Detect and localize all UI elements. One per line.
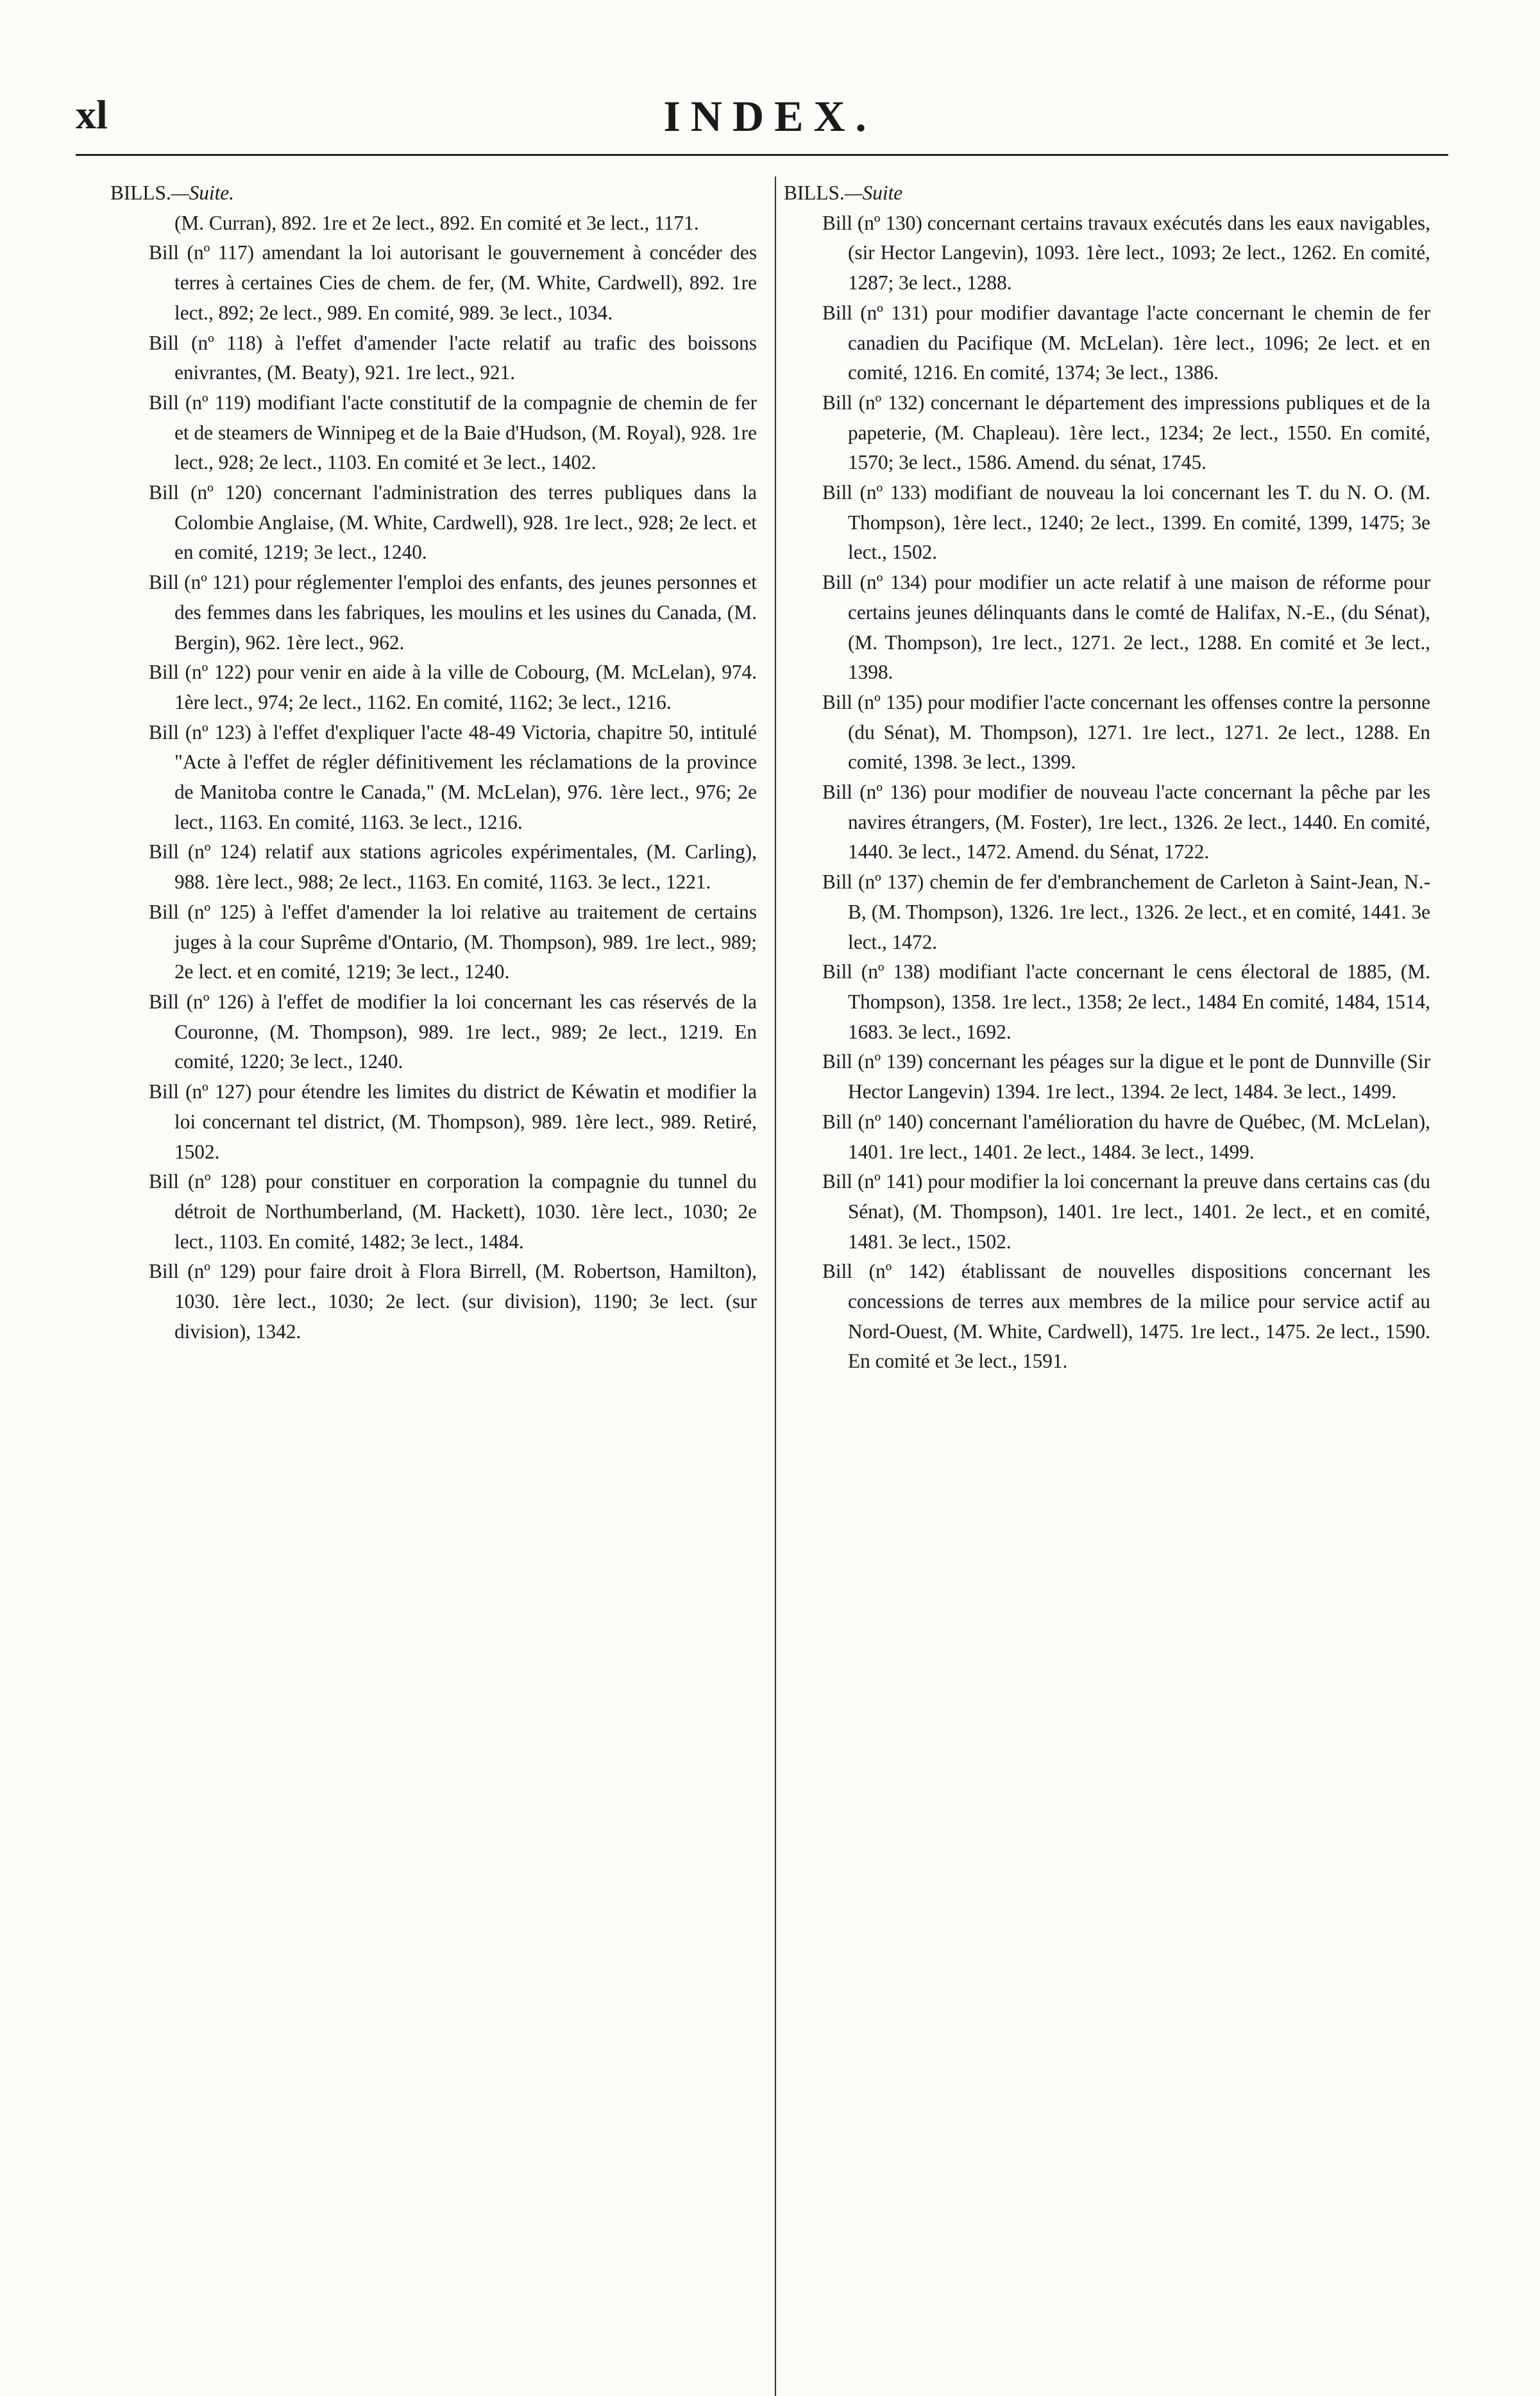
page-number: xl (76, 92, 108, 137)
index-entry: Bill (nº 138) modifiant l'acte concernant le cens électoral de 1885, (M. Thompson), 1358. 1re lect., 1358; 2e lect., 1484 En comité, 1484, 1514, 1683. 3e lect., 1692. (822, 960, 1430, 1043)
index-entry: Bill (nº 124) relatif aux stations agricoles expérimentales, (M. Carling), 988. 1ère lect., 988; 2e lect., 1163. En comité, 1163. 3e lect., 1221. (149, 840, 757, 894)
index-entry: Bill (nº 130) concernant certains travaux exécutés dans les eaux navigables, (sir Hector Langevin), 1093. 1ère lect., 1093; 2e lect., 1262. En comité, 1287; 3e lect., 1288. (822, 211, 1430, 294)
index-entry: Bill (nº 129) pour faire droit à Flora Birrell, (M. Robertson, Hamilton), 1030. 1ère lect., 1030; 2e lect. (sur division), 1190; 3e lect. (sur division), 1342. (149, 1260, 757, 1343)
index-entry: Bill (nº 135) pour modifier l'acte concernant les offenses contre la personne (du Sénat), M. Thompson), 1271. 1re lect., 1271. 2e lect., 1288. En comité, 1398. 3e lect., 1399. (822, 690, 1430, 774)
page-title: INDEX. (663, 92, 877, 140)
continuation-entry: (M. Curran), 892. 1re et 2e lect., 892. En comité et 3e lect., 1171. (174, 211, 699, 234)
left-running-head-label: BILLS. (110, 182, 171, 204)
index-entry: Bill (nº 134) pour modifier un acte relatif à une maison de réforme pour certains jeunes délinquants dans le comté de Halifax, N.-E., (du Sénat), (M. Thompson), 1re lect., 1271. 2e lect., 1288. En comité et 3e lect., 1398. (822, 571, 1430, 684)
right-running-head-suffix: —Suite (844, 182, 903, 204)
index-entry: Bill (nº 123) à l'effet d'expliquer l'acte 48-49 Victoria, chapitre 50, intitulé "Acte à l'effet de régler définitivement les réclamations de la province de Manitoba contre le Canada," (M. McLelan), 976. 1ère lect., 976; 2e lect., 1163. En comité, 1163. 3e lect., 1216. (149, 720, 757, 833)
header-rule (76, 154, 1448, 156)
index-entry: Bill (nº 120) concernant l'administration des terres publiques dans la Colombie Anglaise, (M. White, Cardwell), 928. 1re lect., 928; 2e lect. et en comité, 1219; 3e lect., 1240. (149, 481, 757, 564)
index-entry: Bill (nº 118) à l'effet d'amender l'acte relatif au trafic des boissons enivrantes, (M. Beaty), 921. 1re lect., 921. (149, 331, 757, 384)
index-entry: Bill (nº 128) pour constituer en corporation la compagnie du tunnel du détroit de Northumberland, (M. Hackett), 1030. 1ère lect., 1030; 2e lect., 1103. En comité, 1482; 3e lect., 1484. (149, 1170, 757, 1253)
left-running-head-suffix: —Suite. (171, 182, 234, 204)
index-entry: Bill (nº 117) amendant la loi autorisant le gouvernement à concéder des terres à certaines Cies de chem. de fer, (M. White, Cardwell), 892. 1re lect., 892; 2e lect., 989. En comité, 989. 3e lect., 1034. (149, 241, 757, 324)
index-entry: Bill (nº 133) modifiant de nouveau la loi concernant les T. du N. O. (M. Thompson), 1ère lect., 1240; 2e lect., 1399. En comité, 1399, 1475; 3e lect., 1502. (822, 481, 1430, 564)
index-entry: Bill (nº 139) concernant les péages sur la digue et le pont de Dunnville (Sir Hector Langevin) 1394. 1re lect., 1394. 2e lect, 1484. 3e lect., 1499. (822, 1050, 1430, 1103)
index-entry: Bill (nº 131) pour modifier davantage l'acte concernant le chemin de fer canadien du Pacifique (M. McLelan). 1ère lect., 1096; 2e lect. et en comité, 1216. En comité, 1374; 3e lect., 1386. (822, 301, 1430, 384)
index-entry: Bill (nº 126) à l'effet de modifier la loi concernant les cas réservés de la Couronne, (M. Thompson), 989. 1re lect., 989; 2e lect., 1219. En comité, 1220; 3e lect., 1240. (149, 990, 757, 1073)
index-entry: Bill (nº 122) pour venir en aide à la ville de Cobourg, (M. McLelan), 974. 1ère lect., 974; 2e lect., 1162. En comité, 1162; 3e lect., 1216. (149, 661, 757, 713)
right-running-head (784, 178, 1430, 208)
index-entry: Bill (nº 119) modifiant l'acte constitutif de la compagnie de chemin de fer et de steamers de Winnipeg et de la Baie d'Hudson, (M. Royal), 928. 1re lect., 928; 2e lect., 1103. En comité et 3e lect., 1402. (149, 391, 757, 474)
index-entry: Bill (nº 132) concernant le département des impressions publiques et de la papeterie, (M. Chapleau). 1ère lect., 1234; 2e lect., 1550. En comité, 1570; 3e lect., 1586. Amend. du sénat, 1745. (822, 391, 1430, 474)
right-running-head-label: BILLS. (784, 182, 845, 204)
index-entry: Bill (nº 125) à l'effet d'amender la loi relative au traitement de certains juges à la cour Suprême d'Ontario, (M. Thompson), 989. 1re lect., 989; 2e lect. et en comité, 1219; 3e lect., 1240. (149, 900, 757, 983)
column-divider (775, 176, 776, 2396)
index-entry: Bill (nº 137) chemin de fer d'embranchement de Carleton à Saint-Jean, N.-B, (M. Thompson), 1326. 1re lect., 1326. 2e lect., et en comité, 1441. 3e lect., 1472. (822, 871, 1430, 953)
index-entry: Bill (nº 140) concernant l'amélioration du havre de Québec, (M. McLelan), 1401. 1re lect., 1401. 2e lect., 1484. 3e lect., 1499. (822, 1110, 1430, 1163)
index-entry: Bill (nº 121) pour réglementer l'emploi des enfants, des jeunes personnes et des femmes dans les fabriques, les moulins et les usines du Canada, (M. Bergin), 962. 1ère lect., 962. (149, 571, 757, 654)
right-column (784, 178, 1430, 1377)
index-entry: Bill (nº 142) établissant de nouvelles dispositions concernant les concessions de terres aux membres de la milice pour service actif au Nord-Ouest, (M. White, Cardwell), 1475. 1re lect., 1475. 2e lect., 1590. En comité et 3e lect., 1591. (822, 1260, 1430, 1373)
left-column (110, 178, 757, 1347)
index-entry: Bill (nº 127) pour étendre les limites du district de Kéwatin et modifier la loi concernant tel district, (M. Thompson), 989. 1ère lect., 989. Retiré, 1502. (149, 1080, 757, 1163)
left-running-head (110, 178, 757, 208)
index-entry: Bill (nº 136) pour modifier de nouveau l'acte concernant la pêche par les navires étrangers, (M. Foster), 1re lect., 1326. 2e lect., 1440. En comité, 1440. 3e lect., 1472. Amend. du Sénat, 1722. (822, 781, 1430, 863)
index-entry: Bill (nº 141) pour modifier la loi concernant la preuve dans certains cas (du Sénat), (M. Thompson), 1401. 1re lect., 1401. 2e lect., et en comité, 1481. 3e lect., 1502. (822, 1170, 1430, 1253)
